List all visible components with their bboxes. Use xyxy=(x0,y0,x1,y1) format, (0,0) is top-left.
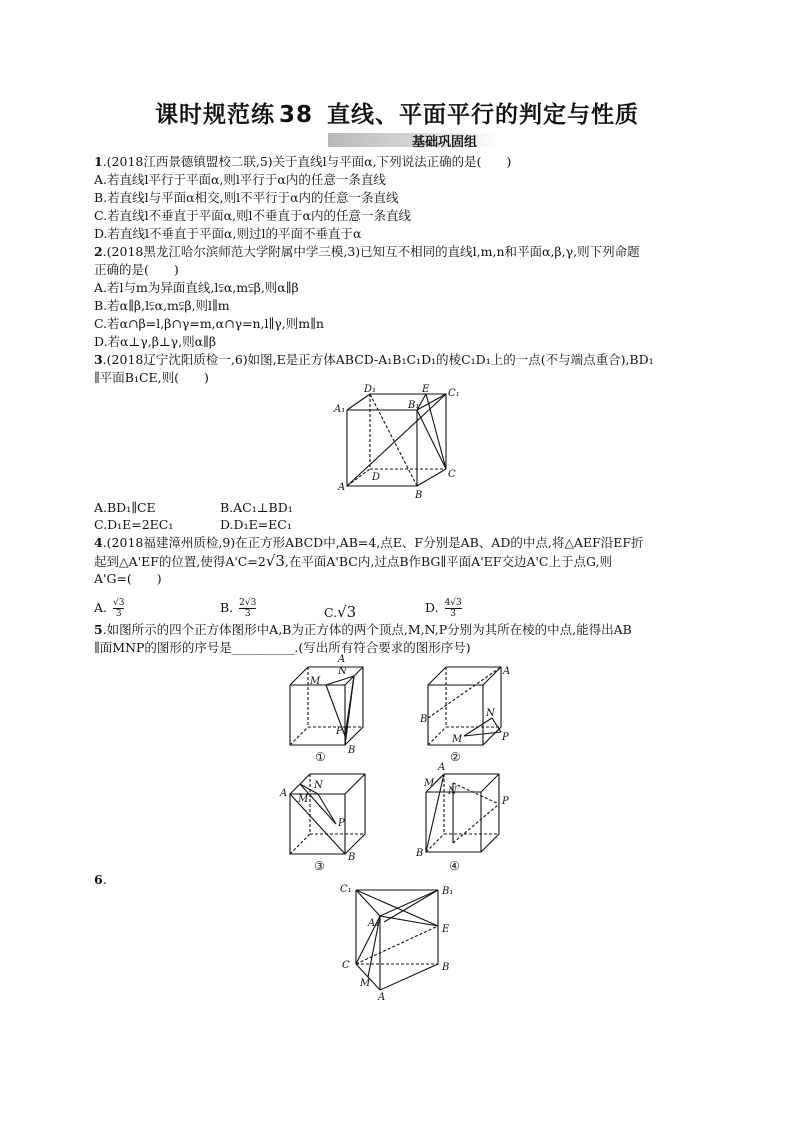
q5-number: 5 xyxy=(94,622,103,637)
q5-fig3-caption: ③ xyxy=(314,859,325,873)
section-label: 基础巩固组 xyxy=(412,135,478,150)
q4-option-a-label: A. xyxy=(94,600,108,615)
q4-option-a-fraction xyxy=(113,598,124,619)
page-title xyxy=(0,96,794,129)
q4-stem xyxy=(94,535,644,551)
q5-fig4-caption: ④ xyxy=(449,859,460,873)
q5-fig1-caption: ① xyxy=(315,750,326,764)
q2-stem xyxy=(94,244,640,260)
q3-cube-figure xyxy=(330,382,470,500)
q2-option-c: C.若α∩β=l,β∩γ=m,α∩γ=n,l∥γ,则m∥n xyxy=(94,316,324,331)
title-number: 38 xyxy=(278,102,313,128)
q3-label-c: C xyxy=(448,469,456,480)
q2-option-d: D.若α⊥γ,β⊥γ,则α∥β xyxy=(94,334,217,349)
q3-label-a1: A₁ xyxy=(334,404,346,415)
q5-fig4-label-n: N xyxy=(448,786,457,797)
q4-stem-part-b: ,在平面A'BC内,过点B作BG∥平面A'EF交边A'C上于点G,则 xyxy=(284,554,612,569)
q5-stem xyxy=(94,622,632,638)
q1-stem-text: .(2018江西景德镇盟校二联,5)关于直线l与平面α,下列说法正确的是( ) xyxy=(102,154,512,169)
q1-option-b: B.若直线l与平面α相交,则l不平行于α内的任意一条直线 xyxy=(94,190,399,205)
q6-prism-figure xyxy=(334,882,464,1004)
q5-fig4-label-b: B xyxy=(416,848,424,859)
q2-stem-text: .(2018黑龙江哈尔滨师范大学附属中学三模,3)已知互不相同的直线l,m,n和平面α,β,γ,则下列命题 xyxy=(102,244,640,259)
q2-option-b: B.若α∥β,l⫋α,m⫋β,则l∥m xyxy=(94,298,230,313)
q4-option-b-fraction xyxy=(239,598,256,619)
q6-label-a: A xyxy=(378,992,386,1003)
q2-number: 2 xyxy=(94,244,103,259)
q4-option-d-denominator: 3 xyxy=(450,609,457,619)
title-prefix: 课时规范练 xyxy=(154,102,275,128)
q5-fig3-label-n: N xyxy=(314,780,323,791)
q3-option-b: B.AC₁⊥BD₁ xyxy=(220,500,293,515)
q5-figure-4 xyxy=(386,760,516,882)
q5-fig3-label-p: P xyxy=(338,818,345,829)
q3-label-e: E xyxy=(422,384,430,395)
q5-stem-text: .如图所示的四个正方体图形中A,B为正方体的两个顶点,M,N,P分别为其所在棱的中点,能得出AB xyxy=(102,622,632,637)
q3-option-c: C.D₁E=2EC₁ xyxy=(94,517,174,532)
q6-label-a1: A₁ xyxy=(368,918,380,929)
q4-option-a-numerator: √3 xyxy=(113,598,125,608)
q5-fig1-label-a: A xyxy=(338,654,346,665)
q6-label-m: M xyxy=(360,978,371,989)
q4-stem-end: A'G=( ) xyxy=(94,571,162,586)
q4-option-d-fraction xyxy=(445,598,462,619)
q5-fig2-label-a: A xyxy=(503,666,510,677)
q3-option-d: D.D₁E=EC₁ xyxy=(220,517,292,532)
q3-stem-cont: ∥平面B₁CE,则( ) xyxy=(94,370,209,385)
q5-fig3-label-m: M xyxy=(298,794,309,805)
q1-number: 1 xyxy=(94,154,103,169)
q5-fig2-label-b: B xyxy=(420,714,428,725)
q6-label-c: C xyxy=(342,960,350,971)
q1-stem xyxy=(94,154,511,170)
q5-fig1-label-b: B xyxy=(348,745,356,756)
q5-fig4-label-a: A xyxy=(438,762,446,773)
q5-figure-2 xyxy=(418,652,510,764)
q4-sqrt3: √3 xyxy=(265,552,285,570)
q4-stem-part-a: 起到△A'EF的位置,使得A'C=2 xyxy=(94,554,266,569)
q5-fig2-label-p: P xyxy=(502,732,509,743)
q6-label-c1: C₁ xyxy=(340,884,352,895)
q5-figure-3 xyxy=(278,770,370,882)
q1-option-d: D.若直线l不垂直于平面α,则过l的平面不垂直于α xyxy=(94,226,362,241)
q5-fig4-label-m: M xyxy=(424,778,435,789)
q4-option-d-label: D. xyxy=(425,600,439,615)
q4-option-d-numerator: 4√3 xyxy=(444,598,462,608)
q5-stem-cont: ∥面MNP的图形的序号是__________.(写出所有符合要求的图形序号) xyxy=(94,640,471,655)
q4-option-b xyxy=(220,598,256,619)
q4-option-d xyxy=(425,598,462,619)
q3-number: 3 xyxy=(94,352,103,367)
q4-option-b-denominator: 3 xyxy=(244,609,251,619)
q2-option-a: A.若l与m为异面直线,l⫋α,m⫋β,则α∥β xyxy=(94,280,299,295)
q5-fig3-label-a: A xyxy=(280,788,288,799)
q4-option-b-numerator: 2√3 xyxy=(239,598,257,608)
title-text: 直线、平面平行的判定与性质 xyxy=(327,102,639,128)
q6-stem-text: . xyxy=(102,872,107,887)
q5-fig2-label-m: M xyxy=(452,734,463,745)
q5-fig2-caption: ② xyxy=(450,750,461,764)
q4-option-c-label: C. xyxy=(324,605,338,620)
q4-number: 4 xyxy=(94,535,103,550)
q3-stem-text: .(2018辽宁沈阳质检一,6)如图,E是正方体ABCD-A₁B₁C₁D₁的棱C₁D₁上的一点(不与端点重合),BD₁ xyxy=(102,352,654,367)
q5-fig1-label-n: N xyxy=(338,666,347,677)
q5-fig1-label-m: M xyxy=(310,676,321,687)
q4-option-a xyxy=(94,598,124,619)
q6-label-e: E xyxy=(442,924,450,935)
q3-label-a: A xyxy=(338,482,346,493)
q6-label-b: B xyxy=(442,962,450,973)
q4-option-a-denominator: 3 xyxy=(115,609,122,619)
q3-label-d1: D₁ xyxy=(364,384,377,395)
q6-label-b1: B₁ xyxy=(442,886,454,897)
q4-stem-text: .(2018福建漳州质检,9)在正方形ABCD中,AB=4,点E、F分别是AB、AD的中点,将△AEF沿EF折 xyxy=(102,535,644,550)
q3-option-a: A.BD₁∥CE xyxy=(94,500,156,515)
q3-label-d: D xyxy=(372,472,381,483)
q5-fig2-label-n: N xyxy=(486,708,495,719)
q5-figure-1 xyxy=(280,652,372,764)
q4-option-c xyxy=(324,604,356,621)
q4-option-c-value: √3 xyxy=(337,603,357,621)
q2-stem-cont: 正确的是( ) xyxy=(94,262,179,277)
q6-stem xyxy=(94,872,107,888)
q1-option-a: A.若直线l平行于平面α,则l平行于α内的任意一条直线 xyxy=(94,172,386,187)
q3-stem xyxy=(94,352,654,368)
q3-label-b: B xyxy=(415,490,423,500)
q4-option-b-label: B. xyxy=(220,600,234,615)
q6-number: 6 xyxy=(94,872,103,887)
q1-option-c: C.若直线l不垂直于平面α,则l不垂直于α内的任意一条直线 xyxy=(94,208,411,223)
q5-fig4-label-p: P xyxy=(502,796,509,807)
q3-label-b1: B₁ xyxy=(408,400,420,411)
q4-stem-cont xyxy=(94,553,612,570)
q5-fig1-label-p: P xyxy=(336,726,343,737)
q3-label-c1: C₁ xyxy=(448,388,460,399)
q5-fig3-label-b: B xyxy=(348,852,356,863)
